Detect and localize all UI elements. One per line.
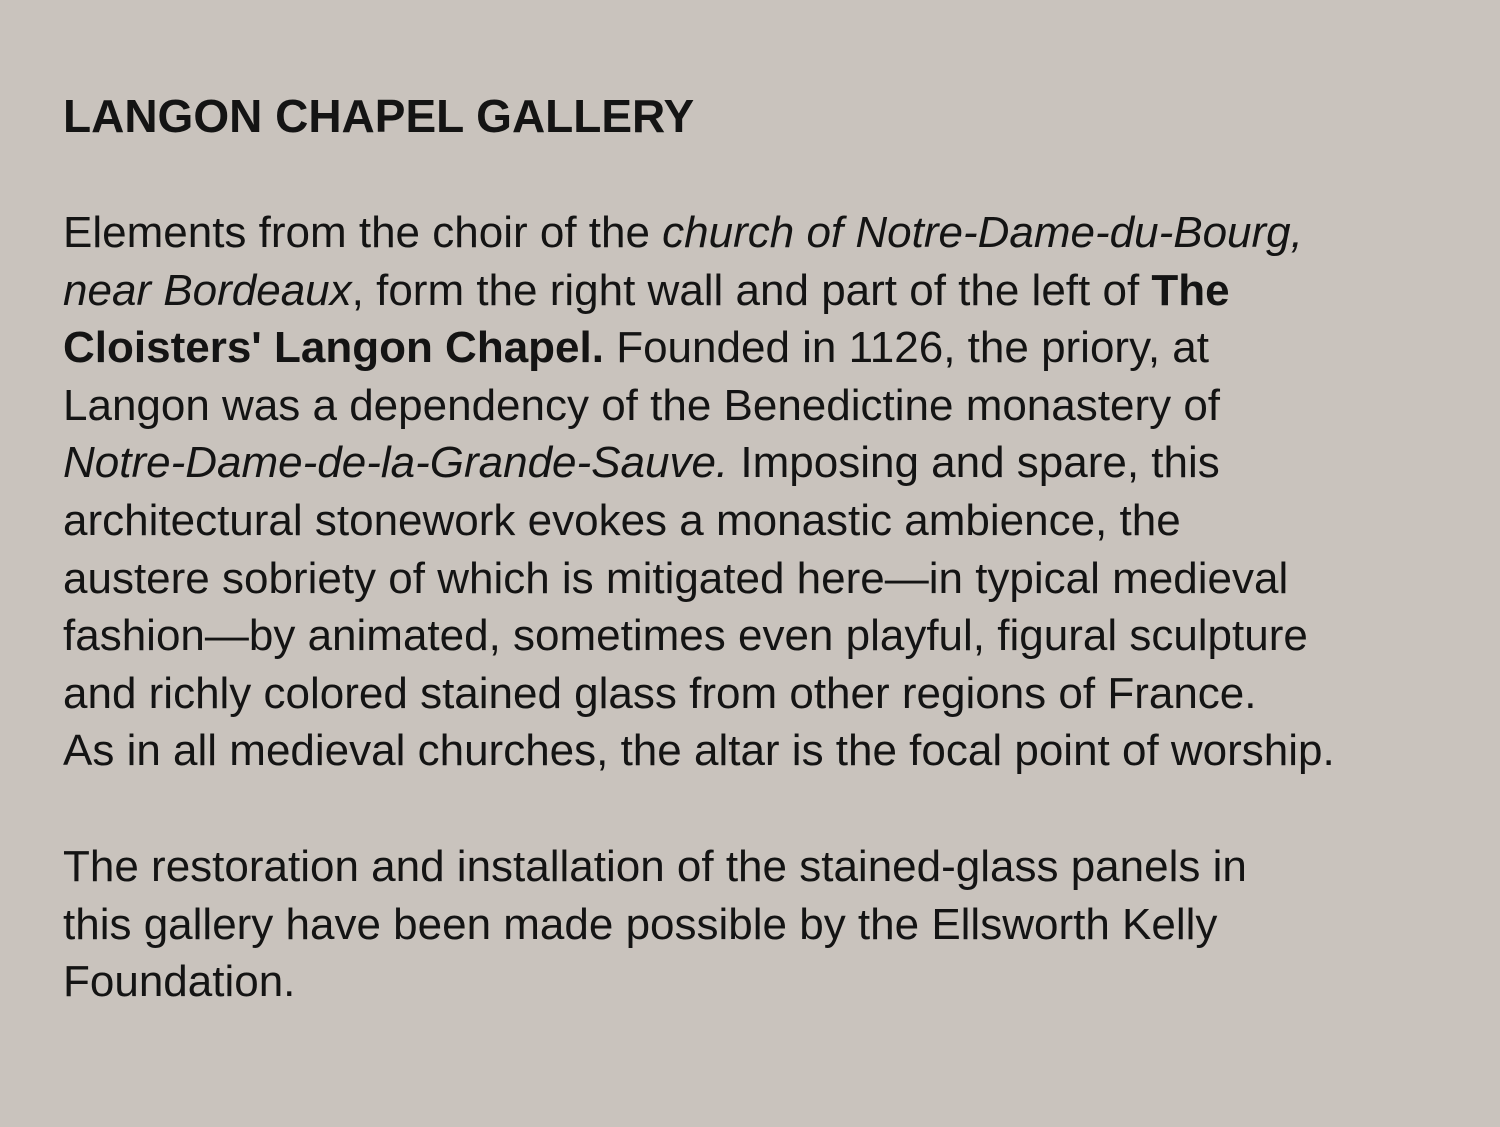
description-line-10: As in all medieval churches, the altar is the focal point of worship. (63, 726, 1335, 776)
church-name-italic: church of Notre-Dame-du-Bourg, (662, 208, 1303, 257)
description-line-6: architectural stonework evokes a monastic ambience, the (63, 495, 1181, 545)
description-line-7: austere sobriety of which is mitigated here—in typical medieval (63, 553, 1289, 603)
gallery-title: LANGON CHAPEL GALLERY (63, 90, 695, 142)
text-run: Imposing and spare, this (728, 438, 1220, 488)
description-line-9: and richly colored stained glass from other regions of France. (63, 668, 1257, 718)
text-run: , form the right wall and part of the left of (351, 265, 1152, 315)
monastery-name-italic: Notre-Dame-de-la-Grande-Sauve. (63, 438, 729, 488)
credit-line-3: Foundation. (63, 957, 296, 1007)
chapel-name-bold: Cloisters' Langon Chapel. (63, 323, 604, 373)
description-line-5 (63, 434, 1500, 492)
credit-line-2: this gallery have been made possible by the Ellsworth Kelly (63, 899, 1218, 949)
description-paragraph (63, 204, 1500, 780)
location-italic: near Bordeaux (63, 265, 352, 315)
description-line-2 (63, 262, 1500, 320)
description-line-8: fashion—by animated, sometimes even playful, figural sculpture (63, 611, 1308, 661)
chapel-name-bold: The (1151, 265, 1230, 315)
description-line-4: Langon was a dependency of the Benedictine monastery of (63, 380, 1221, 430)
credit-line-1: The restoration and installation of the stained-glass panels in (63, 841, 1247, 891)
credit-paragraph (63, 838, 1500, 1011)
description-line-3 (63, 319, 1500, 377)
text-run: Founded in 1126, the priory, at (603, 323, 1209, 373)
text-run: Elements from the choir of the (63, 208, 663, 257)
description-line-1 (63, 204, 1500, 262)
